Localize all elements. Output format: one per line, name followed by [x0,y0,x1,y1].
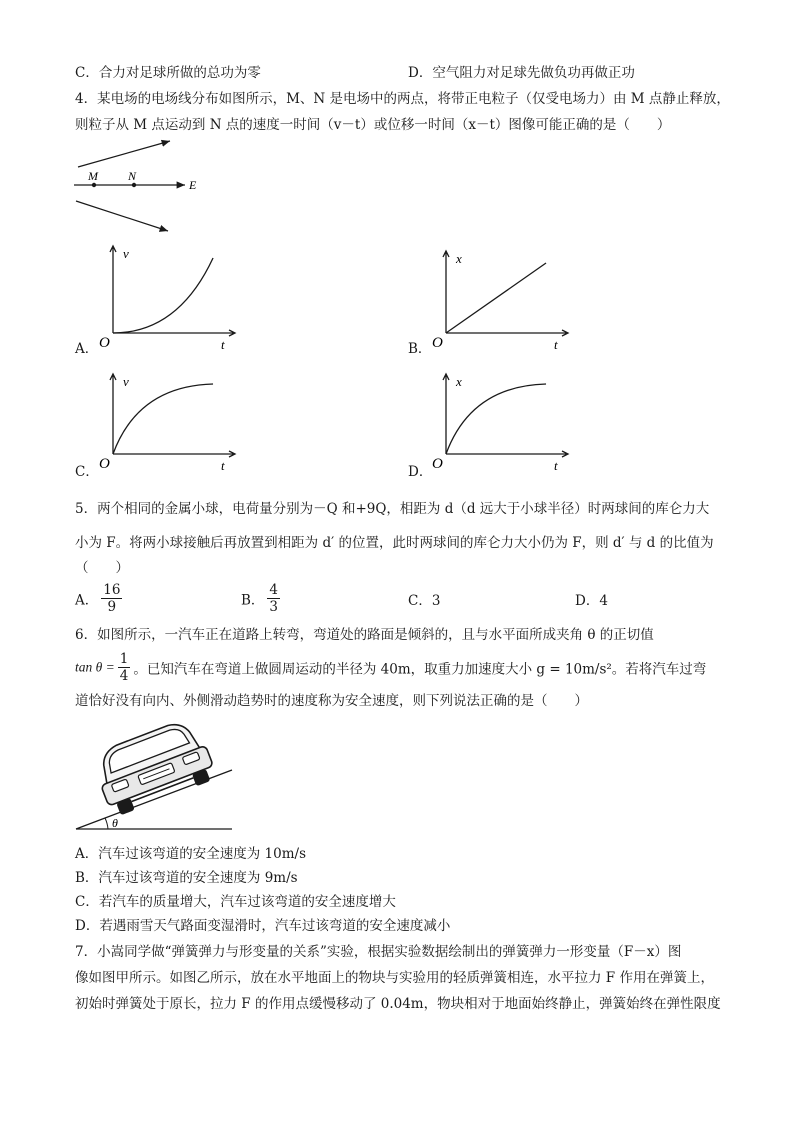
time-axis [446,451,568,457]
q4-option-d-label: D． [408,464,433,480]
motion-curve [446,263,546,333]
q5-option-b-label: B． [241,592,265,609]
field-line-upper [78,141,170,167]
q6-tan-numerator: 1 [119,651,129,667]
graph-b [428,245,578,355]
q6-tan-denominator: 4 [119,668,129,684]
q5-b-denominator: 3 [269,599,279,615]
label-m: M [88,169,98,183]
q6-stem-line2 [75,651,706,684]
q5-a-denominator: 9 [101,598,122,615]
q6-tan-expression: tan θ = [75,659,115,675]
q6-stem-line3: 道恰好没有向内、外侧滑动趋势时的速度称为安全速度，则下列说法正确的是（ ） [75,693,588,709]
origin-label: O [99,456,110,472]
q6-option-b: B．汽车过该弯道的安全速度为 9m/s [75,870,298,886]
vertical-axis-label: v [123,246,129,261]
q7-stem-line3: 初始时弹簧处于原长，拉力 F 的作用点缓慢移动了 0.04m，物块相对于地面始终静止，弹簧始终在弹性限度 [75,996,721,1012]
label-e: E [189,178,197,192]
q3-option-c: C．合力对足球所做的总功为零 [75,65,261,81]
q4-option-b-label: B． [408,341,432,357]
motion-curve [113,384,213,454]
time-axis [113,451,235,457]
graph-a [95,240,245,355]
origin-label: O [99,335,110,351]
q5-option-a-label: A． [75,592,99,609]
q4-stem-line2: 则粒子从 M 点运动到 N 点的速度一时间（v－t）或位移一时间（x－t）图像可能正确的是（ ） [75,117,671,133]
q4-option-a-label: A． [75,341,99,357]
banked-road-car-figure [72,718,237,836]
origin-label: O [432,335,443,351]
time-axis-label: t [221,337,225,352]
q3-option-d: D．空气阻力对足球先做负功再做正功 [408,65,635,81]
q5-stem-line3: （ ） [75,560,129,576]
vertical-axis [110,246,116,333]
q4-stem-line1: 4．某电场的电场线分布如图所示，M、N 是电场中的两点，将带正电粒子（仅受电场力）由 M 点静止释放， [75,91,730,107]
q5-option-d: D．4 [575,593,608,609]
q7-stem-line2: 像如图甲所示。如图乙所示，放在水平地面上的物块与实验用的轻质弹簧相连，水平拉力 F 作用在弹簧上， [75,970,714,986]
motion-curve [446,384,546,454]
time-axis-label: t [554,337,558,352]
q6-stem-line2-rest: 。已知汽车在弯道上做圆周运动的半径为 40m，取重力加速度大小 g = 10m/s²。若将汽车过弯 [133,661,707,678]
angle-theta: θ [112,816,118,830]
q5-stem-line1: 5．两个相同的金属小球，电荷量分别为－Q 和+9Q，相距为 d（d 远大于小球半径）时两球间的库仑力大 [75,501,710,517]
q7-stem-line1: 7．小嵩同学做“弹簧弹力与形变量的关系”实验，根据实验数据绘制出的弹簧弹力一形变量（F－x）图 [75,944,682,960]
field-line-lower [76,201,168,231]
q5-option-c: C．3 [408,593,441,609]
point-n [132,183,136,187]
q5-b-numerator: 4 [269,582,279,598]
vertical-axis-label: v [123,374,129,389]
q6-option-d: D．若遇雨雪天气路面变湿滑时，汽车过该弯道的安全速度减小 [75,918,451,934]
motion-curve [113,258,213,333]
car-icon [89,715,218,818]
q6-stem-line1: 6．如图所示，一汽车正在道路上转弯，弯道处的路面是倾斜的，且与水平面所成夹角 θ 的正切值 [75,627,654,643]
angle-arc [105,818,108,829]
vertical-axis [110,374,116,454]
q6-option-a: A．汽车过该弯道的安全速度为 10m/s [75,846,306,862]
q4-option-c-label: C． [75,464,99,480]
vertical-axis-label: x [456,251,462,266]
q6-option-c: C．若汽车的质量增大，汽车过该弯道的安全速度增大 [75,894,396,910]
q5-option-a [75,582,125,615]
label-n: N [128,169,137,183]
q5-a-numerator: 16 [103,582,121,598]
q5-option-b [241,582,283,615]
electric-field-figure [70,135,210,235]
vertical-axis-label: x [456,374,462,389]
graph-c [95,368,245,476]
q5-stem-line2: 小为 F。将两小球接触后再放置到相距为 d′ 的位置，此时两球间的库仑力大小仍为 F，则 d′ 与 d 的比值为 [75,535,714,551]
time-axis-label: t [221,458,225,473]
origin-label: O [432,456,443,472]
vertical-axis [443,251,449,333]
point-m [92,183,96,187]
time-axis [446,330,568,336]
graph-d [428,368,578,476]
vertical-axis [443,374,449,454]
time-axis-label: t [554,458,558,473]
